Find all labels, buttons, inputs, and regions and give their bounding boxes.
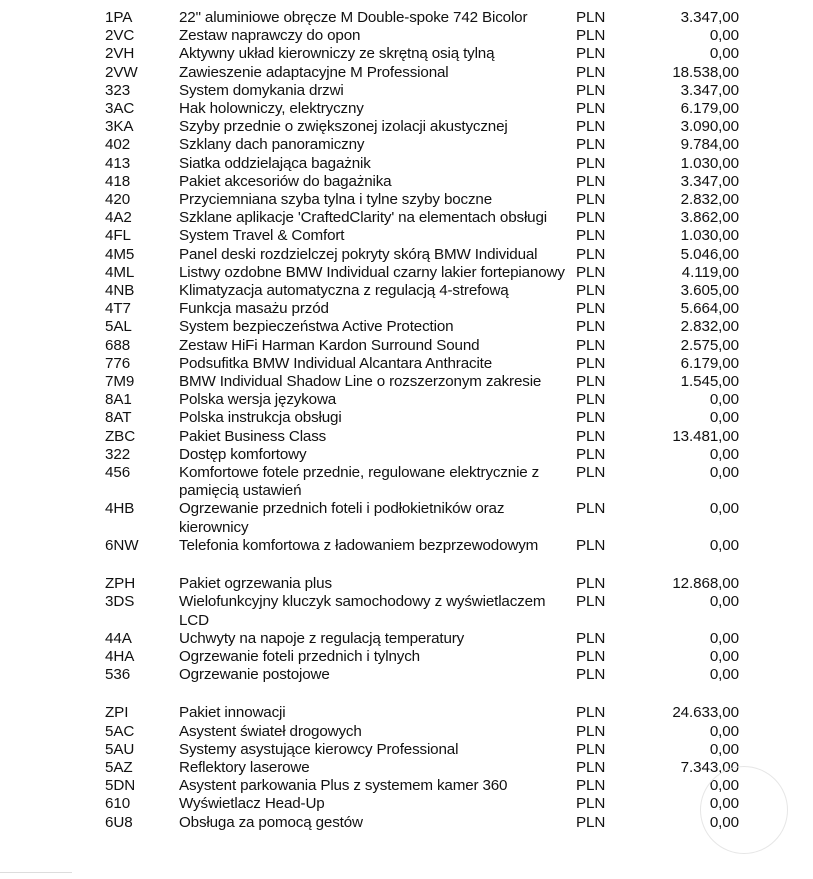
option-price: 1.545,00 [680,373,739,391]
option-price: 3.347,00 [680,81,739,99]
option-description: Zestaw naprawczy do opon [179,27,361,45]
option-row [0,45,813,63]
option-description: Ogrzewanie foteli przednich i tylnych [179,647,420,665]
option-code: 8A1 [105,391,132,409]
option-currency: PLN [576,593,606,611]
option-code: ZPI [105,704,129,722]
option-currency: PLN [576,813,606,831]
option-description: Klimatyzacja automatyczna z regulacją 4-strefową [179,282,509,300]
option-row [0,300,813,318]
option-code: 536 [105,666,131,684]
option-row [0,666,813,684]
option-group [0,575,813,684]
option-row [0,355,813,373]
option-currency: PLN [576,245,606,263]
option-price: 0,00 [709,500,739,518]
option-row [0,209,813,227]
option-code: 776 [105,354,131,372]
option-code: 6NW [105,536,139,554]
option-row [0,391,813,409]
option-description: System bezpieczeństwa Active Protection [179,318,454,336]
option-price: 0,00 [709,813,739,831]
option-price: 7.343,00 [680,758,739,776]
option-currency: PLN [576,666,606,684]
option-code: 2VH [105,45,135,63]
options-price-list [0,9,813,832]
option-currency: PLN [576,740,606,758]
option-code: 44A [105,629,132,647]
option-row [0,648,813,666]
option-code: 420 [105,191,131,209]
option-code: 8AT [105,409,132,427]
option-code: 6U8 [105,813,133,831]
option-description: Pakiet Business Class [179,427,327,445]
option-currency: PLN [576,118,606,136]
option-currency: PLN [576,373,606,391]
option-row [0,814,813,832]
option-currency: PLN [576,409,606,427]
option-price: 5.664,00 [680,300,739,318]
option-code: 4M5 [105,245,135,263]
option-description: Zawieszenie adaptacyjne M Professional [179,63,449,81]
option-currency: PLN [576,300,606,318]
option-currency: PLN [576,722,606,740]
option-price: 3.347,00 [680,9,739,26]
option-row [0,191,813,209]
option-currency: PLN [576,172,606,190]
option-price: 3.347,00 [680,172,739,190]
option-row [0,759,813,777]
option-price: 9.784,00 [680,136,739,154]
option-description: Komfortowe fotele przednie, regulowane elektrycznie z pamięcią ustawień [179,464,540,500]
option-description: System Travel & Comfort [179,227,345,245]
option-price: 0,00 [709,409,739,427]
option-description: Aktywny układ kierowniczy ze skrętną osią tylną [179,45,495,63]
option-code: 323 [105,81,131,99]
option-currency: PLN [576,191,606,209]
option-description: Hak holowniczy, elektryczny [179,100,364,118]
option-description: 22" aluminiowe obręcze M Double-spoke 742 Bicolor [179,9,528,26]
option-currency: PLN [576,45,606,63]
option-row [0,82,813,100]
option-price: 18.538,00 [672,63,739,81]
option-code: 322 [105,445,131,463]
option-currency: PLN [576,427,606,445]
option-description: Ogrzewanie postojowe [179,666,330,684]
option-code: 5DN [105,777,136,795]
option-description: BMW Individual Shadow Line o rozszerzonym zakresie [179,373,542,391]
option-row [0,337,813,355]
option-price: 24.633,00 [672,704,739,722]
option-code: 4HA [105,647,135,665]
option-description: Ogrzewanie przednich foteli i podłokietników oraz kierownicy [179,500,505,536]
option-currency: PLN [576,336,606,354]
option-row [0,100,813,118]
option-currency: PLN [576,63,606,81]
option-price: 3.605,00 [680,282,739,300]
option-code: 3AC [105,100,135,118]
option-row [0,593,813,629]
option-row [0,264,813,282]
option-price: 0,00 [709,740,739,758]
option-description: Zestaw HiFi Harman Kardon Surround Sound [179,336,480,354]
option-row [0,9,813,27]
option-price: 0,00 [709,27,739,45]
option-code: 456 [105,464,131,482]
option-currency: PLN [576,536,606,554]
option-price: 0,00 [709,45,739,63]
option-description: Polska wersja językowa [179,391,337,409]
option-price: 6.179,00 [680,354,739,372]
option-code: 4FL [105,227,131,245]
option-description: Telefonia komfortowa z ładowaniem bezprzewodowym [179,536,539,554]
option-code: 5AU [105,740,135,758]
option-currency: PLN [576,81,606,99]
option-currency: PLN [576,354,606,372]
option-description: Szklany dach panoramiczny [179,136,365,154]
option-currency: PLN [576,575,606,593]
bottom-divider [0,872,72,873]
option-currency: PLN [576,100,606,118]
option-currency: PLN [576,647,606,665]
option-price: 2.832,00 [680,191,739,209]
option-price: 12.868,00 [672,575,739,593]
option-row [0,795,813,813]
option-currency: PLN [576,777,606,795]
option-currency: PLN [576,318,606,336]
option-code: 4A2 [105,209,132,227]
option-description: Szyby przednie o zwiększonej izolacji akustycznej [179,118,508,136]
option-code: 5AZ [105,758,133,776]
option-description: Uchwyty na napoje z regulacją temperatury [179,629,465,647]
option-price: 2.832,00 [680,318,739,336]
option-price: 2.575,00 [680,336,739,354]
option-price: 0,00 [709,795,739,813]
option-row [0,741,813,759]
option-currency: PLN [576,27,606,45]
option-description: Wielofunkcyjny kluczyk samochodowy z wyświetlaczem LCD [179,593,546,629]
option-currency: PLN [576,500,606,518]
option-code: 5AC [105,722,135,740]
option-row [0,282,813,300]
option-row [0,246,813,264]
option-price: 0,00 [709,391,739,409]
option-code: 413 [105,154,131,172]
option-description: Asystent parkowania Plus z systemem kamer 360 [179,777,508,795]
option-price: 0,00 [709,666,739,684]
option-description: Reflektory laserowe [179,758,310,776]
option-row [0,373,813,391]
option-description: Wyświetlacz Head-Up [179,795,325,813]
option-price: 0,00 [709,464,739,482]
option-code: 3KA [105,118,134,136]
option-currency: PLN [576,9,606,26]
option-description: Dostęp komfortowy [179,445,307,463]
option-row [0,227,813,245]
option-currency: PLN [576,391,606,409]
option-code: 5AL [105,318,132,336]
option-currency: PLN [576,629,606,647]
option-currency: PLN [576,758,606,776]
option-description: Panel deski rozdzielczej pokryty skórą BMW Individual [179,245,538,263]
option-price: 3.090,00 [680,118,739,136]
option-row [0,118,813,136]
option-group [0,9,813,555]
option-price: 0,00 [709,629,739,647]
option-currency: PLN [576,282,606,300]
option-code: 3DS [105,593,135,611]
option-row [0,318,813,336]
option-code: 688 [105,336,131,354]
option-description: Obsługa za pomocą gestów [179,813,363,831]
option-currency: PLN [576,445,606,463]
option-code: 1PA [105,9,133,26]
option-row [0,155,813,173]
option-row [0,136,813,154]
option-description: Systemy asystujące kierowcy Professional [179,740,459,758]
option-description: Pakiet ogrzewania plus [179,575,332,593]
option-row [0,704,813,722]
option-description: Polska instrukcja obsługi [179,409,342,427]
option-price: 0,00 [709,445,739,463]
option-code: 402 [105,136,131,154]
option-description: Pakiet akcesoriów do bagażnika [179,172,392,190]
option-row [0,64,813,82]
option-price: 0,00 [709,536,739,554]
option-row [0,537,813,555]
option-currency: PLN [576,704,606,722]
option-code: 418 [105,172,131,190]
option-description: Przyciemniana szyba tylna i tylne szyby boczne [179,191,493,209]
option-code: ZBC [105,427,136,445]
option-currency: PLN [576,209,606,227]
option-description: System domykania drzwi [179,81,344,99]
option-description: Asystent świateł drogowych [179,722,362,740]
option-code: 4ML [105,263,135,281]
option-description: Pakiet innowacji [179,704,286,722]
option-currency: PLN [576,227,606,245]
option-price: 3.862,00 [680,209,739,227]
option-row [0,575,813,593]
option-currency: PLN [576,464,606,482]
option-price: 0,00 [709,777,739,795]
option-row [0,428,813,446]
option-group [0,704,813,831]
option-description: Siatka oddzielająca bagażnik [179,154,371,172]
option-currency: PLN [576,136,606,154]
option-currency: PLN [576,263,606,281]
option-row [0,446,813,464]
option-price: 1.030,00 [680,154,739,172]
option-row [0,630,813,648]
option-code: 2VC [105,27,135,45]
option-code: 7M9 [105,373,135,391]
option-description: Listwy ozdobne BMW Individual czarny lakier fortepianowy [179,263,565,281]
option-row [0,723,813,741]
option-price: 0,00 [709,593,739,611]
option-code: ZPH [105,575,136,593]
option-code: 4HB [105,500,135,518]
option-currency: PLN [576,795,606,813]
option-row [0,464,813,500]
option-price: 5.046,00 [680,245,739,263]
option-description: Szklane aplikacje 'CraftedClarity' na elementach obsługi [179,209,548,227]
option-description: Podsufitka BMW Individual Alcantara Anthracite [179,354,493,372]
option-price: 6.179,00 [680,100,739,118]
option-code: 610 [105,795,131,813]
option-price: 4.119,00 [681,263,739,281]
option-row [0,500,813,536]
option-row [0,777,813,795]
option-price: 0,00 [709,722,739,740]
option-currency: PLN [576,154,606,172]
option-code: 2VW [105,63,138,81]
option-code: 4T7 [105,300,131,318]
option-code: 4NB [105,282,135,300]
option-price: 13.481,00 [672,427,739,445]
option-price: 0,00 [709,647,739,665]
option-row [0,27,813,45]
option-description: Funkcja masażu przód [179,300,329,318]
option-price: 1.030,00 [680,227,739,245]
option-row [0,173,813,191]
option-row [0,409,813,427]
